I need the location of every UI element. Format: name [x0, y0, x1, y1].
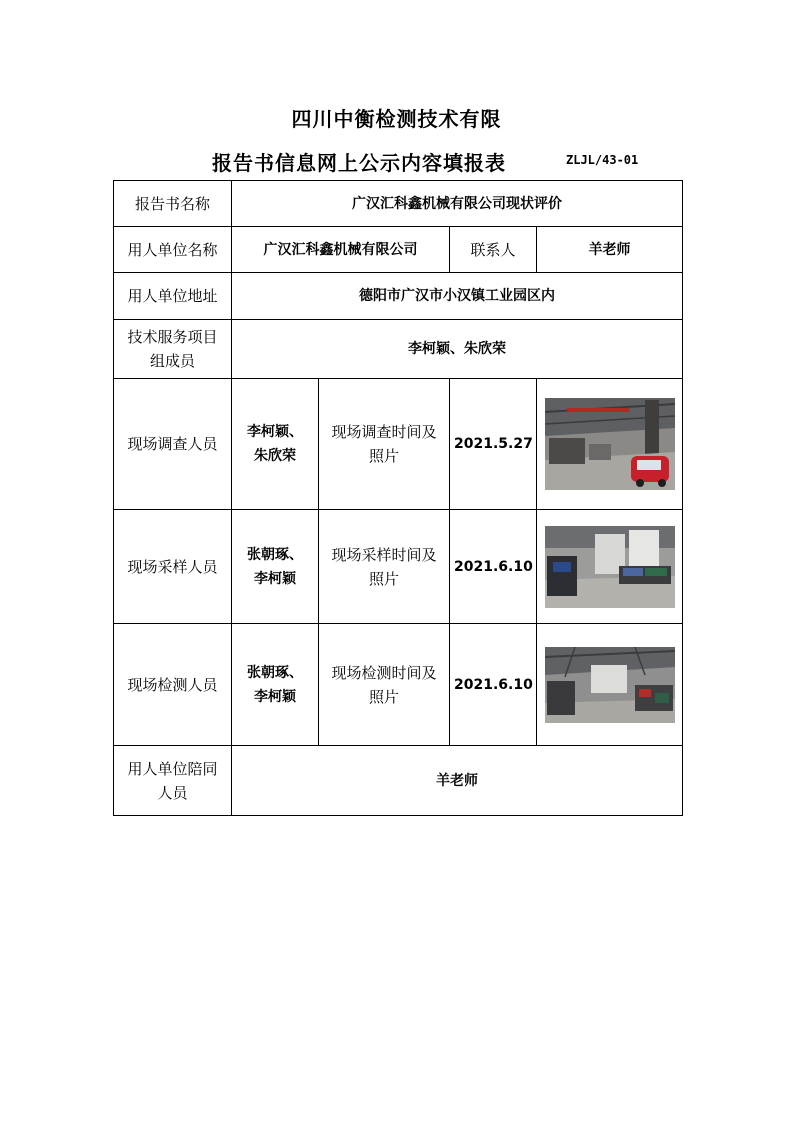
table-row	[114, 379, 683, 510]
table-row	[114, 273, 683, 320]
team-label	[114, 320, 232, 379]
testing-time-label-line1: 现场检测时间及	[331, 663, 437, 682]
testing-date: 2021.6.10	[450, 624, 537, 746]
sampling-photo-cell	[537, 510, 683, 624]
sampling-date: 2021.6.10	[450, 510, 537, 624]
report-name-value: 广汉汇科鑫机械有限公司现状评价	[232, 181, 683, 227]
sampling-person-line1: 张朝琢、	[247, 546, 303, 563]
escort-label	[114, 746, 232, 816]
table-row	[114, 227, 683, 273]
testing-photo	[545, 647, 675, 723]
sampling-person-line2: 李柯颖	[254, 570, 296, 587]
sampling-time-label-line1: 现场采样时间及	[331, 545, 437, 564]
testing-time-label-line2: 照片	[368, 687, 399, 706]
survey-photo-cell	[537, 379, 683, 510]
address-value: 德阳市广汉市小汉镇工业园区内	[232, 273, 683, 320]
survey-person-line1: 李柯颖、	[247, 424, 303, 440]
sampling-label: 现场采样人员	[114, 510, 232, 624]
company-title: 四川中衡检测技术有限	[291, 107, 502, 131]
survey-label: 现场调查人员	[114, 379, 232, 510]
survey-time-label-line2: 照片	[368, 447, 399, 465]
survey-photo	[545, 398, 675, 490]
table-row	[114, 746, 683, 816]
survey-time-label	[319, 379, 450, 510]
testing-persons	[232, 624, 319, 746]
survey-time-label-line1: 现场调查时间及	[331, 423, 437, 441]
testing-photo-cell	[537, 624, 683, 746]
survey-date: 2021.5.27	[450, 379, 537, 510]
survey-person-line2: 朱欣荣	[254, 448, 296, 464]
escort-label-line1: 用人单位陪同	[127, 759, 218, 778]
table-row	[114, 320, 683, 379]
team-label-line1: 技术服务项目	[127, 328, 218, 346]
testing-person-line1: 张朝琢、	[247, 664, 303, 681]
escort-label-line2: 人员	[157, 783, 188, 802]
employer-value: 广汉汇科鑫机械有限公司	[232, 227, 450, 273]
table-row	[114, 510, 683, 624]
escort-value: 羊老师	[232, 746, 683, 816]
form-title: 报告书信息网上公示内容填报表	[212, 151, 506, 175]
team-label-line2: 组成员	[149, 352, 195, 370]
testing-time-label	[319, 624, 450, 746]
form-code: ZLJL/43-01	[566, 153, 639, 167]
testing-label: 现场检测人员	[114, 624, 232, 746]
survey-persons	[232, 379, 319, 510]
contact-value: 羊老师	[537, 227, 683, 273]
sampling-time-label-line2: 照片	[368, 569, 399, 588]
employer-label: 用人单位名称	[114, 227, 232, 273]
sampling-time-label	[319, 510, 450, 624]
contact-label: 联系人	[450, 227, 537, 273]
info-table	[113, 180, 683, 816]
sampling-persons	[232, 510, 319, 624]
address-label: 用人单位地址	[114, 273, 232, 320]
team-value: 李柯颖、朱欣荣	[232, 320, 683, 379]
table-row	[114, 624, 683, 746]
table-row	[114, 181, 683, 227]
report-name-label: 报告书名称	[114, 181, 232, 227]
testing-person-line2: 李柯颖	[254, 688, 296, 705]
sampling-photo	[545, 526, 675, 608]
